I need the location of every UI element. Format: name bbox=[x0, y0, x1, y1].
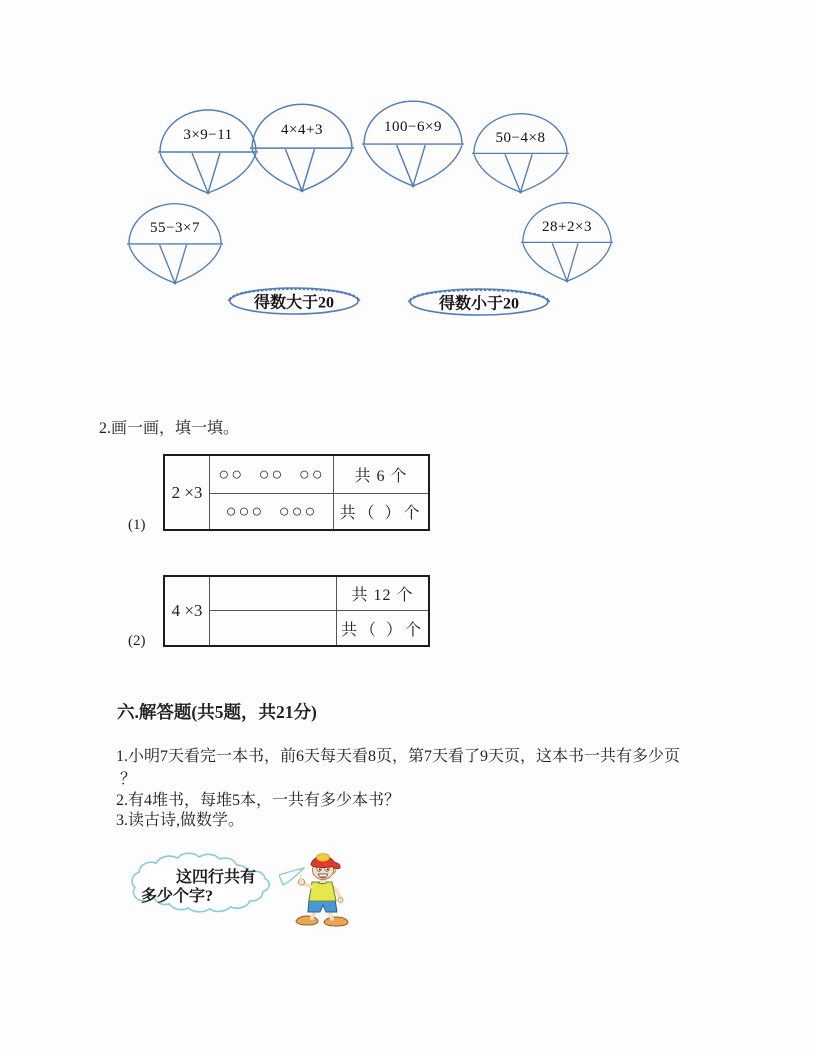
parachute-expression: 4×4+3 bbox=[281, 122, 323, 138]
parachute bbox=[127, 198, 223, 286]
basket-label: 得数大于20 bbox=[253, 294, 334, 312]
table-expression: 2 ×3 bbox=[165, 456, 210, 529]
count-row-1: 共 6 个 bbox=[334, 456, 428, 494]
parachute-drawing bbox=[362, 95, 464, 189]
parachute bbox=[250, 98, 354, 194]
count-row-2-blank: 共（ ）个 bbox=[339, 505, 423, 522]
parachute bbox=[362, 95, 464, 189]
speech-bubble-text-line-2: 多少个字? bbox=[141, 888, 214, 905]
basket-label: 得数小于20 bbox=[438, 295, 519, 313]
parachute bbox=[521, 197, 613, 284]
basket-greater-than-20 bbox=[226, 284, 362, 316]
question-2: 2.有4堆书，每堆5本，一共有多少本书？ bbox=[116, 792, 401, 809]
parachute-expression: 28+2×3 bbox=[542, 218, 592, 235]
parachute-drawing bbox=[472, 108, 569, 195]
boy-drawing bbox=[293, 849, 353, 931]
basket-less-than-20 bbox=[406, 285, 552, 317]
empty-draw-cell-row-2 bbox=[210, 611, 337, 645]
parachute-drawing bbox=[521, 197, 613, 284]
question-3: 3.读古诗,做数学。 bbox=[116, 812, 245, 829]
table-index-label: (2) bbox=[128, 633, 146, 649]
parachute-drawing bbox=[158, 104, 258, 196]
section-title-draw-fill: 2.画一画，填一填。 bbox=[99, 420, 240, 437]
fill-table-1 bbox=[163, 454, 430, 531]
table-index-label: (1) bbox=[128, 517, 146, 533]
speech-bubble-text-line-1: 这四行共有 bbox=[176, 869, 257, 886]
circles-row-2: ○○○ ○○○ bbox=[210, 494, 334, 529]
parachute-expression: 50−4×8 bbox=[495, 129, 546, 146]
section-heading-answers: 六.解答题(共5题，共21分) bbox=[117, 702, 317, 722]
table-expression: 4 ×3 bbox=[165, 577, 210, 645]
question-1-line-2: ？ bbox=[120, 771, 137, 788]
parachute-drawing bbox=[250, 98, 354, 194]
parachute-expression: 55−3×7 bbox=[150, 220, 200, 236]
parachute-drawing bbox=[127, 198, 223, 286]
parachute bbox=[158, 104, 258, 196]
circles-row-1: ○○ ○○ ○○ bbox=[210, 456, 334, 494]
count-row-2-blank: 共（ ）个 bbox=[340, 621, 424, 639]
parachute-expression: 100−6×9 bbox=[384, 118, 442, 135]
question-1-line-1: 1.小明7天看完一本书，前6天每天看8页，第7天看了9天页，这本书一共有多少页 bbox=[116, 748, 681, 765]
fill-table-2 bbox=[163, 575, 430, 647]
parachute bbox=[472, 108, 569, 195]
count-row-1: 共 12 个 bbox=[337, 577, 428, 611]
parachute-expression: 3×9−11 bbox=[183, 127, 233, 143]
empty-draw-cell-row-1 bbox=[210, 577, 337, 611]
cartoon-boy-illustration bbox=[293, 849, 353, 931]
